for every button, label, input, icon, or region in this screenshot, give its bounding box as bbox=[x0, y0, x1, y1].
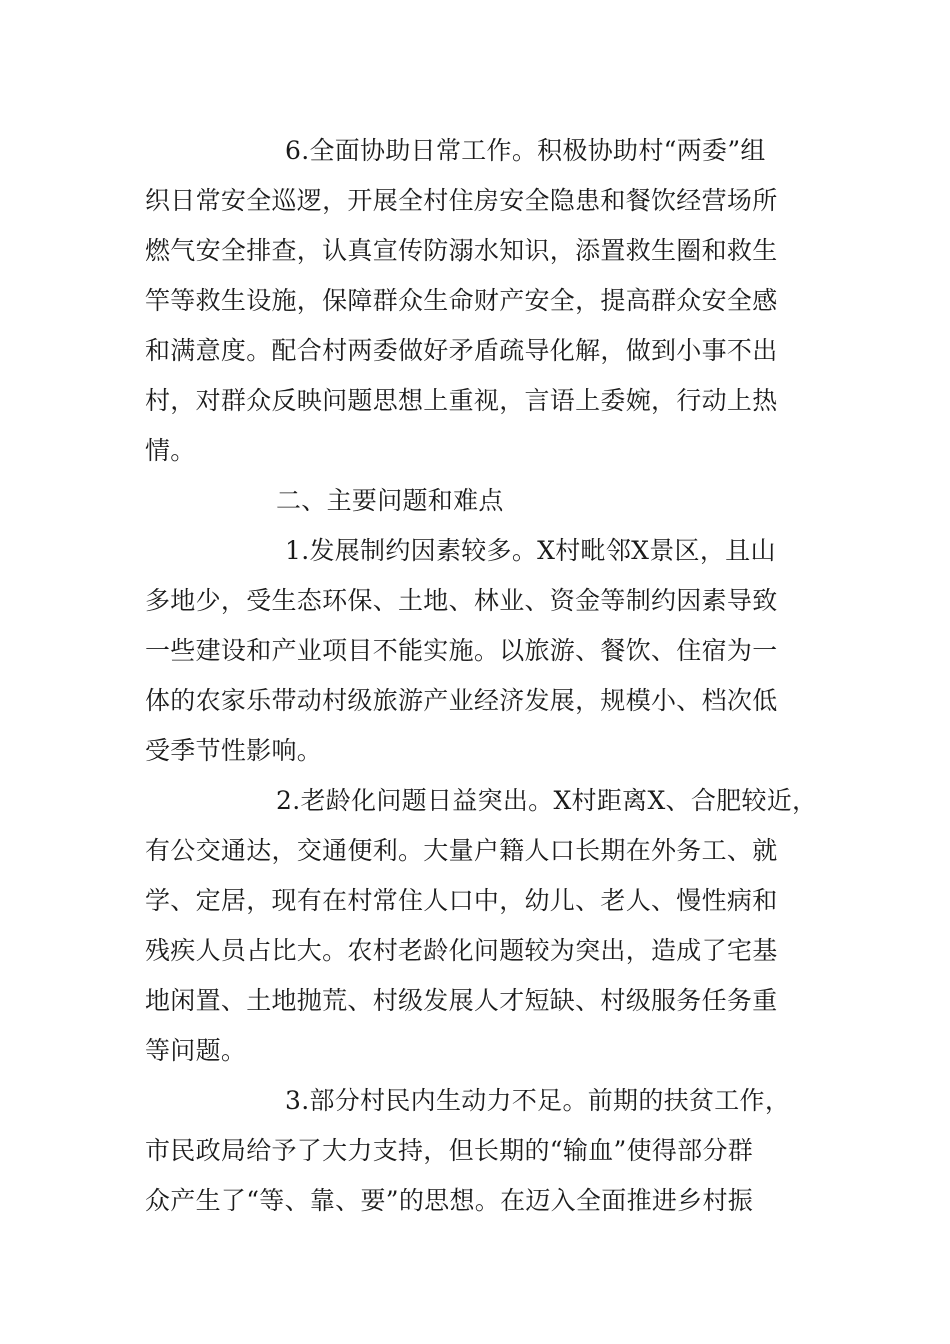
text-line: 等问题。 bbox=[145, 1036, 247, 1065]
text-line: 地闲置、土地抛荒、村级发展人才短缺、村级服务任务重 bbox=[145, 986, 778, 1015]
text-line: 3.部分村民内生动力不足。前期的扶贫工作， bbox=[285, 1086, 791, 1115]
text-line: 学、定居，现有在村常住人口中，幼儿、老人、慢性病和 bbox=[145, 886, 778, 915]
text-line: 多地少，受生态环保、土地、林业、资金等制约因素导致 bbox=[145, 586, 778, 615]
text-line: 6.全面协助日常工作。积极协助村“两委”组 bbox=[285, 136, 766, 165]
text-line: 市民政局给予了大力支持，但长期的“输血”使得部分群 bbox=[145, 1136, 754, 1165]
text-line: 1.发展制约因素较多。X村毗邻X景区，且山 bbox=[285, 536, 776, 565]
text-line: 2.老龄化问题日益突出。X村距离X、合肥较近， bbox=[276, 786, 818, 815]
text-line: 众产生了“等、靠、要”的思想。在迈入全面推进乡村振 bbox=[145, 1186, 754, 1215]
text-line: 燃气安全排查，认真宣传防溺水知识，添置救生圈和救生 bbox=[145, 236, 778, 265]
text-line: 残疾人员占比大。农村老龄化问题较为突出，造成了宅基 bbox=[145, 936, 778, 965]
text-line: 和满意度。配合村两委做好矛盾疏导化解，做到小事不出 bbox=[145, 336, 778, 365]
text-line: 情。 bbox=[145, 436, 196, 465]
section-heading: 二、主要问题和难点 bbox=[276, 486, 504, 515]
text-line: 有公交通达，交通便利。大量户籍人口长期在外务工、就 bbox=[145, 836, 778, 865]
text-line: 体的农家乐带动村级旅游产业经济发展，规模小、档次低 bbox=[145, 686, 778, 715]
text-line: 竿等救生设施，保障群众生命财产安全，提高群众安全感 bbox=[145, 286, 778, 315]
text-line: 一些建设和产业项目不能实施。以旅游、餐饮、住宿为一 bbox=[145, 636, 778, 665]
text-line: 织日常安全巡逻，开展全村住房安全隐患和餐饮经营场所 bbox=[145, 186, 778, 215]
text-line: 受季节性影响。 bbox=[145, 736, 323, 765]
text-line: 村，对群众反映问题思想上重视，言语上委婉，行动上热 bbox=[145, 386, 778, 415]
